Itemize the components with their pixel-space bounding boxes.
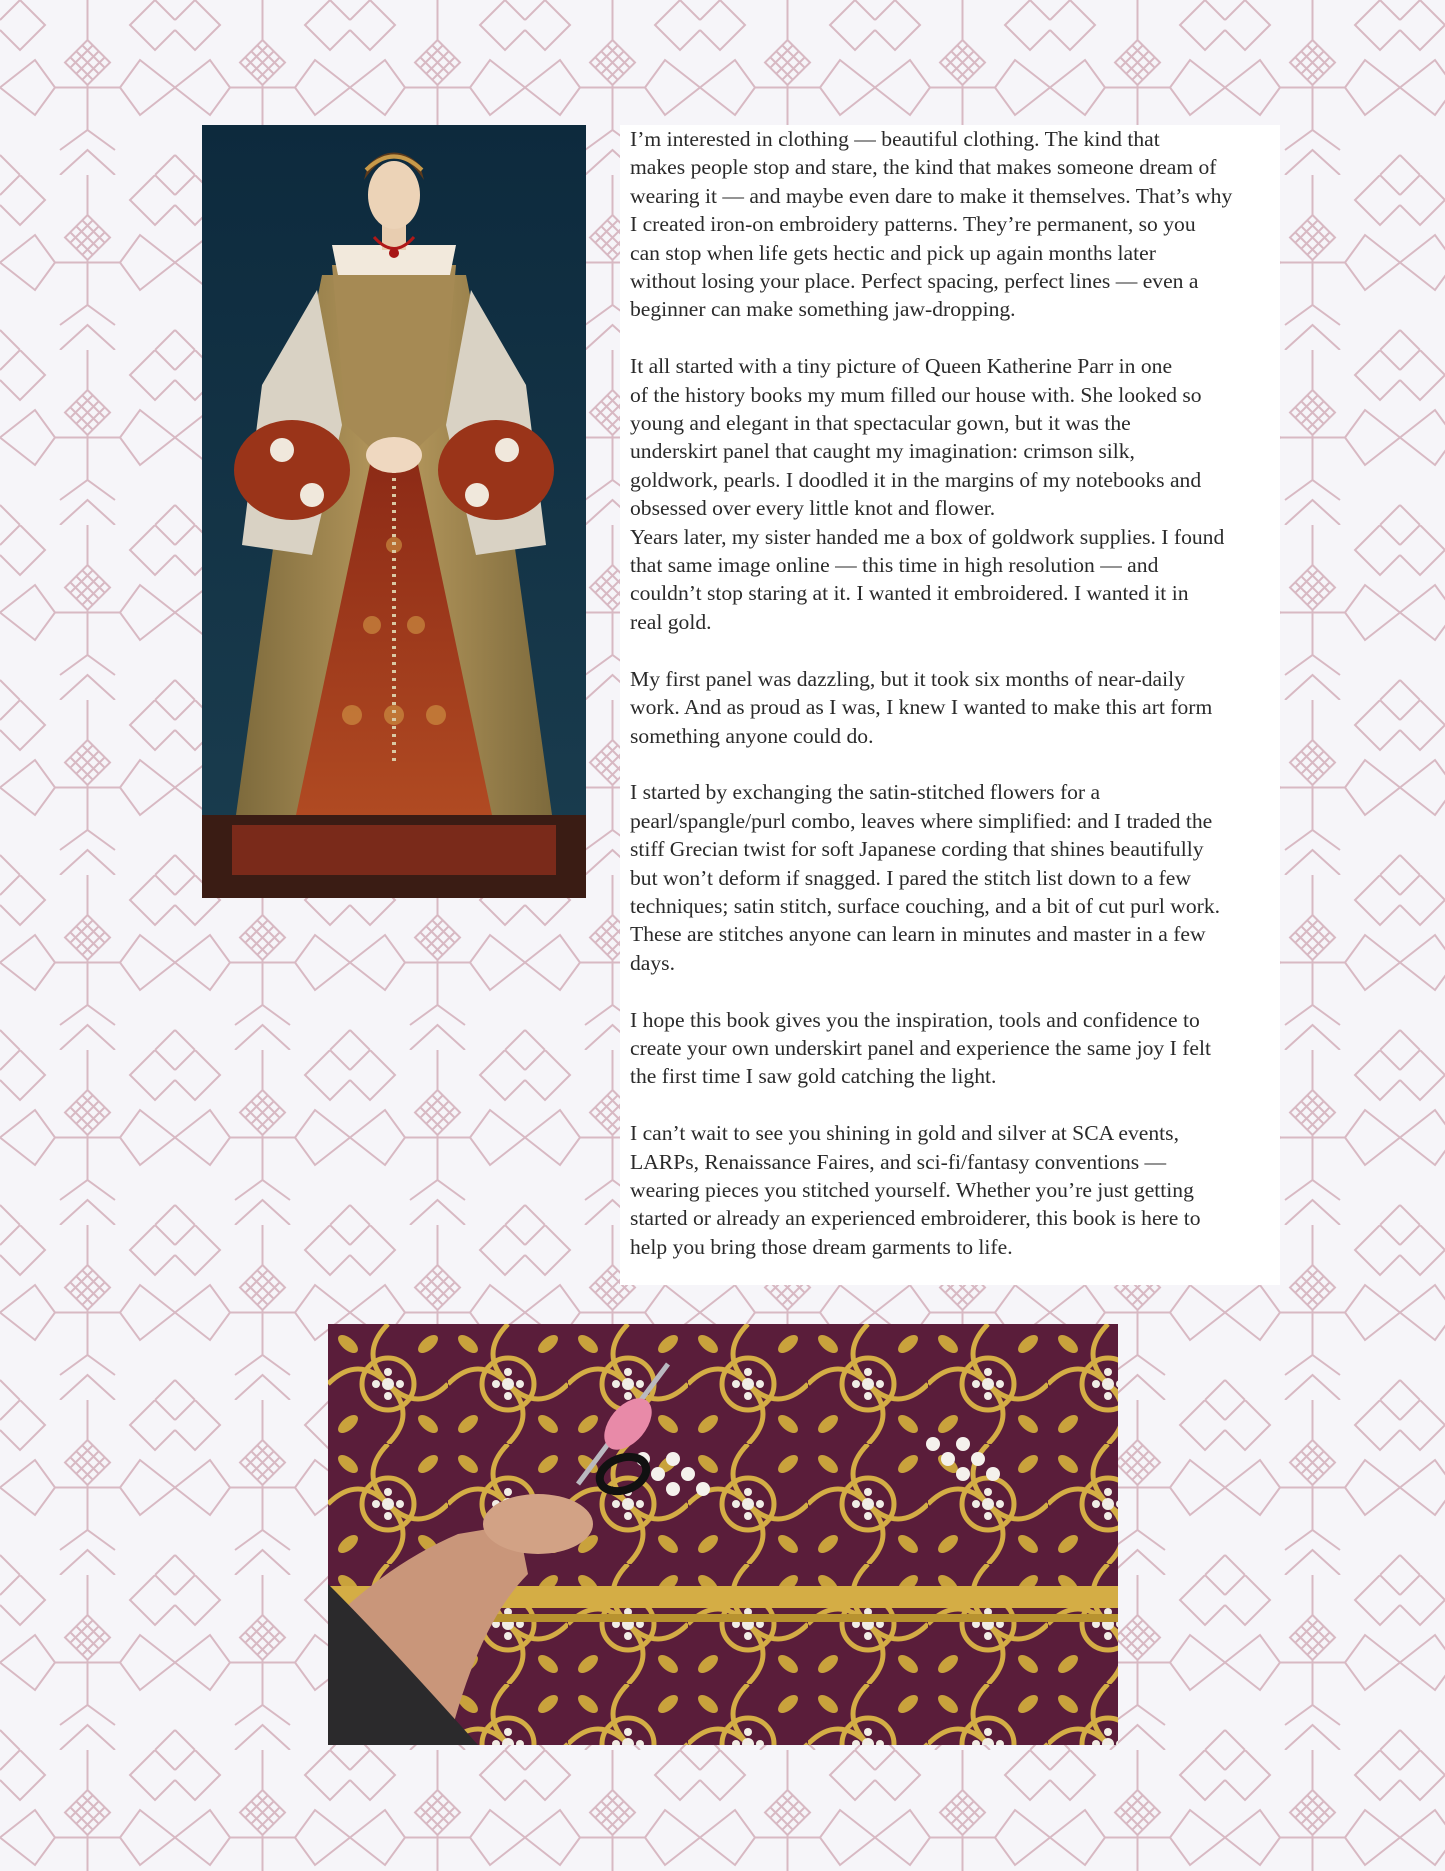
embroidery-photo [328, 1324, 1118, 1745]
portrait-image [202, 125, 586, 898]
paragraph-6: I can’t wait to see you shining in gold and silver at SCA events, LARPs, Renaissance Faires, and sci-fi/fantasy conventions — wearing pieces you stitched yourself. Whether you’re just getting started or already an experienced embroiderer, this book is here to help you bring those dream garments to life. [630, 1121, 1201, 1259]
paragraph-3: My first panel was dazzling, but it took six months of near-daily work. And as proud as I was, I knew I wanted to make this art form something anyone could do. [630, 666, 1213, 748]
paragraph-5: I hope this book gives you the inspiration, tools and confidence to create your own underskirt panel and experience the same joy I felt the first time I saw gold catching the light. [630, 1007, 1211, 1089]
paragraph-1: I’m interested in clothing — beautiful clothing. The kind that makes people stop and stare, the kind that makes someone dream of wearing it — and maybe even dare to make it themselves. That’s why I created iron-on embroidery patterns. They’re permanent, so you can stop when life gets hectic and pick up again months later without losing your place. Perfect spacing, perfect lines — even a beginner can make something jaw-dropping. [630, 127, 1233, 322]
paragraph-4: I started by exchanging the satin-stitched flowers for a pearl/spangle/purl combo, leaves where simplified: and I traded the stiff Grecian twist for soft Japanese cording that shines beautifully but won’t deform if snagged. I pared the stitch list down to a few techniques; satin stitch, surface couching, and a bit of cut purl work. These are stitches anyone can learn in minutes and master in a few days. [630, 780, 1221, 975]
intro-text-panel [620, 125, 1280, 1285]
paragraph-2: It all started with a tiny picture of Queen Katherine Parr in one of the history books my mum filled our house with. She looked so young and elegant in that spectacular gown, but it was the underskirt panel that caught my imagination: crimson silk, goldwork, pearls. I doodled it in the margins of my notebooks and obsessed over every little knot and flower. Years later, my sister handed me a box of goldwork supplies. I found that same image online — this time in high resolution — and couldn’t stop staring at it. I wanted it embroidered. I wanted it in real gold. [630, 354, 1225, 634]
